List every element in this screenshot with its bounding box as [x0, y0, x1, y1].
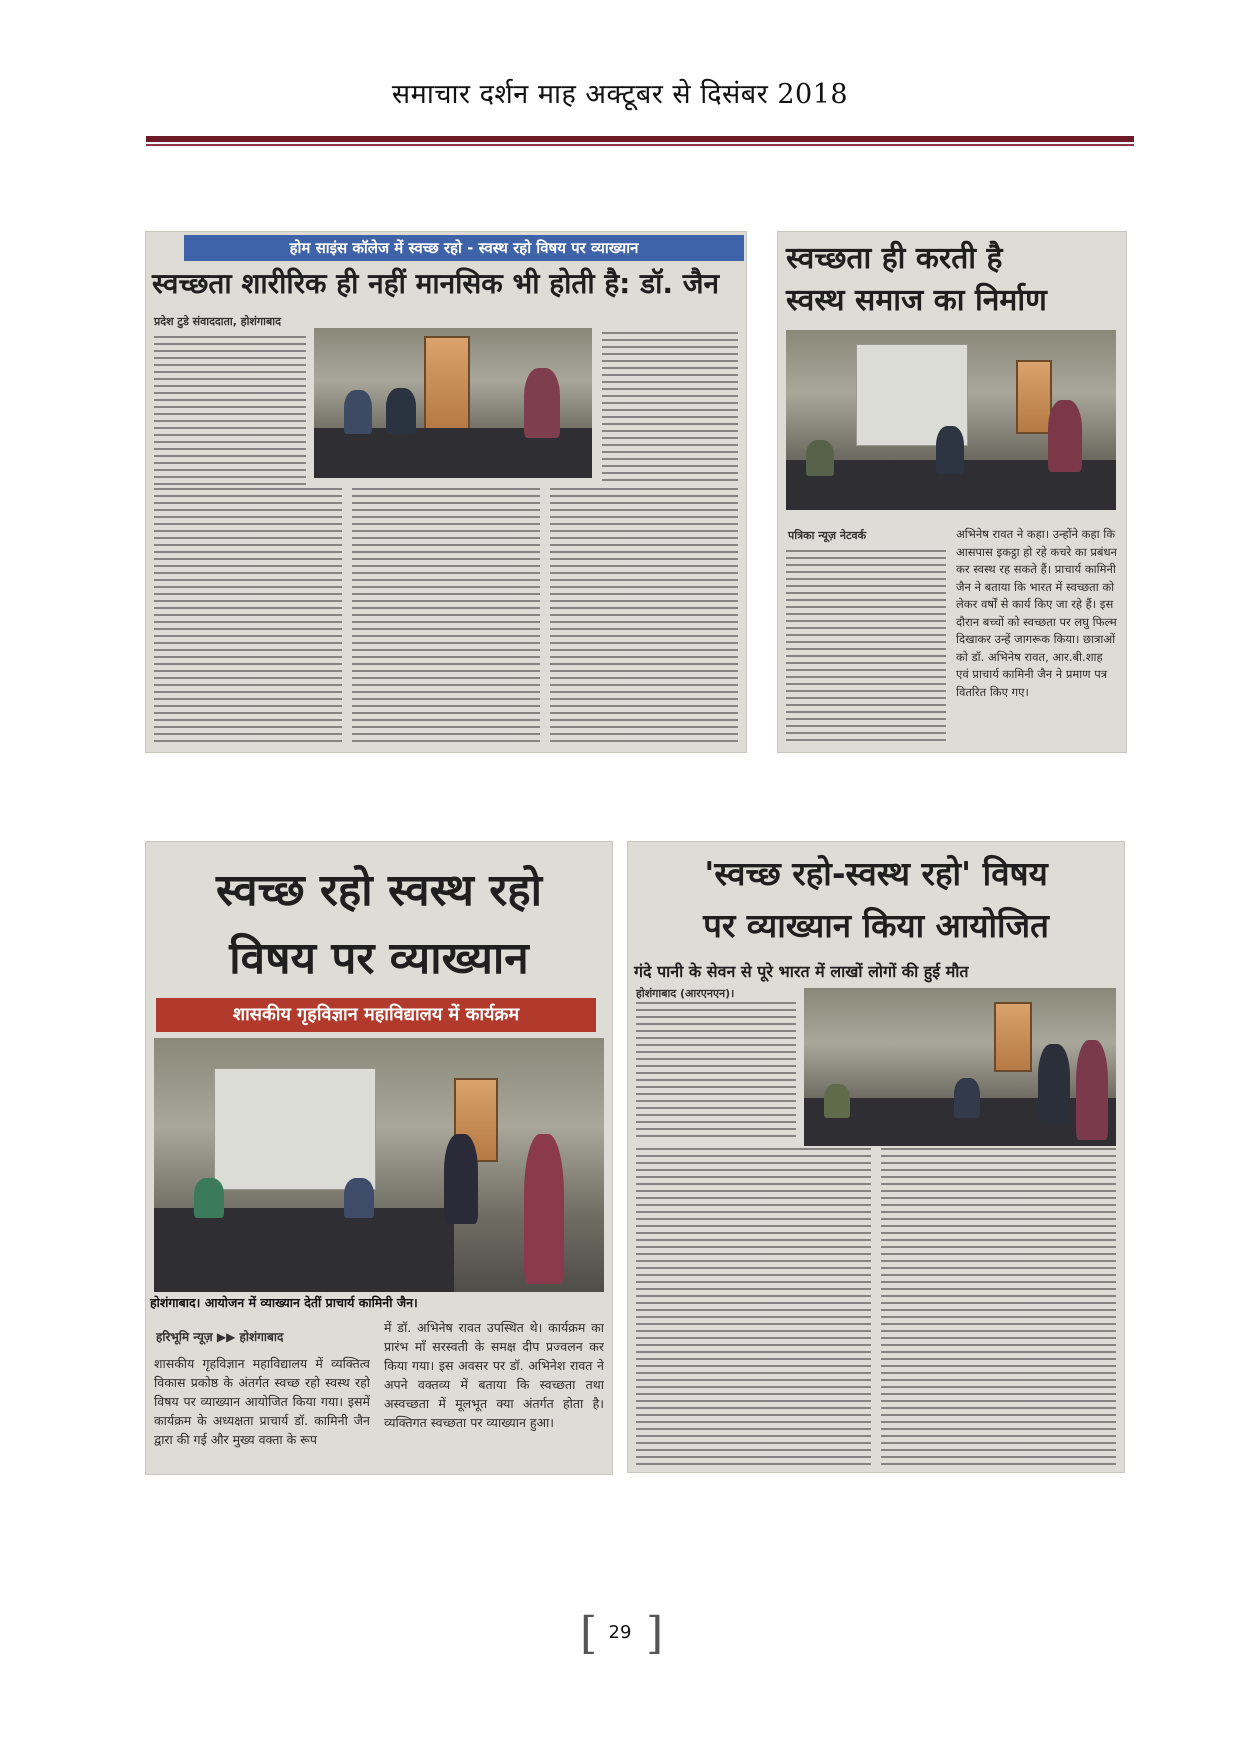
clipping-3-headline-line1: स्वच्छ रहो स्वस्थ रहो — [215, 865, 542, 916]
clipping-4-headline-line2: पर व्याख्यान किया आयोजित — [703, 906, 1049, 945]
clipping-2-body-right: अभिनेष रावत ने कहा। उन्होंने कहा कि आसपास इकट्ठा हो रहे कचरे का प्रबंधन कर स्वस्थ रह सकते हैं। प्राचार्य कामिनी जैन ने बताया कि भारत में स्वच्छता को लेकर वर्षों से कार्य किए जा रहे हैं। इस दौरान बच्चों को स्वच्छता पर लघु फिल्म दिखाकर उन्हें जागरूक किया। छात्राओं को डॉ. अभिनेष रावत, आर.बी.शाह एवं प्राचार्य कामिनी जैन ने प्रमाण पत्र वितरित किए गए। — [956, 527, 1117, 699]
page-number: 29 — [608, 1622, 632, 1643]
clipping-1-headline: स्वच्छता शारीरिक ही नहीं मानसिक भी होती है: डॉ. जैन — [152, 267, 720, 300]
clipping-3-col2: में डॉ. अभिनेष रावत उपस्थित थे। कार्यक्रम का प्रारंभ माँ सरस्वती के समक्ष दीप प्रज्वलन कर किया गया। इस अवसर पर डॉ. अभिनेश रावत ने अपने वक्तव्य में बताया कि स्वच्छता तथा अस्वच्छता में मूलभूत क्या अंतर्गत होता है। व्यक्तिगत स्वच्छता पर व्याख्यान हुआ। — [384, 1320, 604, 1430]
clipping-3-col1: शासकीय गृहविज्ञान महाविद्यालय में व्यक्तित्व विकास प्रकोष्ठ के अंतर्गत स्वच्छ रहो स्वस्थ रहो विषय पर व्याख्यान आयोजित किया गया। इसमें कार्यक्रम के अध्यक्षता प्राचार्य डॉ. कामिनी जैन द्वारा की गई और मुख्य वक्ता के रूप — [154, 1356, 370, 1447]
clipping-3-photo-caption: होशंगाबाद। आयोजन में व्याख्यान देतीं प्राचार्य कामिनी जैन। — [150, 1295, 418, 1310]
clipping-3-byline: हरिभूमि न्यूज़ ▶▶ होशंगाबाद — [156, 1330, 284, 1344]
clipping-1-byline: प्रदेश टुडे संवाददाता, होशंगाबाद — [154, 315, 281, 328]
page-header-title: समाचार दर्शन माह अक्टूबर से दिसंबर 2018 — [391, 79, 849, 110]
page-number-bracket-left: [ — [580, 1608, 598, 1659]
clipping-1-text-top-right — [602, 332, 738, 482]
news-clipping-3 — [146, 842, 612, 1474]
clipping-2-headline-line2: स्वस्थ समाज का निर्माण — [786, 283, 1047, 318]
clipping-4-byline: होशंगाबाद (आरएनएन)। — [636, 987, 735, 1000]
clipping-2-photo — [786, 330, 1116, 510]
clipping-1-photo — [314, 328, 592, 478]
news-clipping-4 — [628, 842, 1124, 1472]
clipping-4-photo — [804, 988, 1116, 1146]
clipping-4-body-columns — [636, 1148, 1116, 1466]
clipping-1-topic-strip: होम साइंस कॉलेज में स्वच्छ रहो - स्वस्थ रहो विषय पर व्याख्यान — [184, 235, 744, 261]
page-number-bracket-right: ] — [646, 1608, 664, 1659]
clipping-1-text-top-left — [154, 336, 306, 486]
clipping-3-photo — [154, 1038, 604, 1292]
clipping-2-byline: पत्रिका न्यूज़ नेटवर्क — [788, 529, 867, 542]
news-clipping-2 — [778, 232, 1126, 752]
clipping-2-headline-line1: स्वच्छता ही करती है — [786, 241, 1003, 276]
clipping-4-text-intro — [636, 1002, 796, 1142]
news-clipping-1 — [146, 232, 746, 752]
clipping-2-body-left — [786, 550, 946, 746]
clipping-4-headline-line1: 'स्वच्छ रहो-स्वस्थ रहो' विषय — [704, 854, 1048, 893]
clipping-3-headline-line2: विषय पर व्याख्यान — [229, 933, 529, 984]
clipping-3-banner: शासकीय गृहविज्ञान महाविद्यालय में कार्यक्रम — [156, 998, 596, 1032]
clipping-4-subhead: गंदे पानी के सेवन से पूरे भारत में लाखों लोगों की हुई मौत — [634, 962, 969, 981]
header-rule-thick — [146, 136, 1134, 142]
header-rule-thin — [146, 144, 1134, 146]
clipping-1-body-columns — [154, 488, 738, 746]
